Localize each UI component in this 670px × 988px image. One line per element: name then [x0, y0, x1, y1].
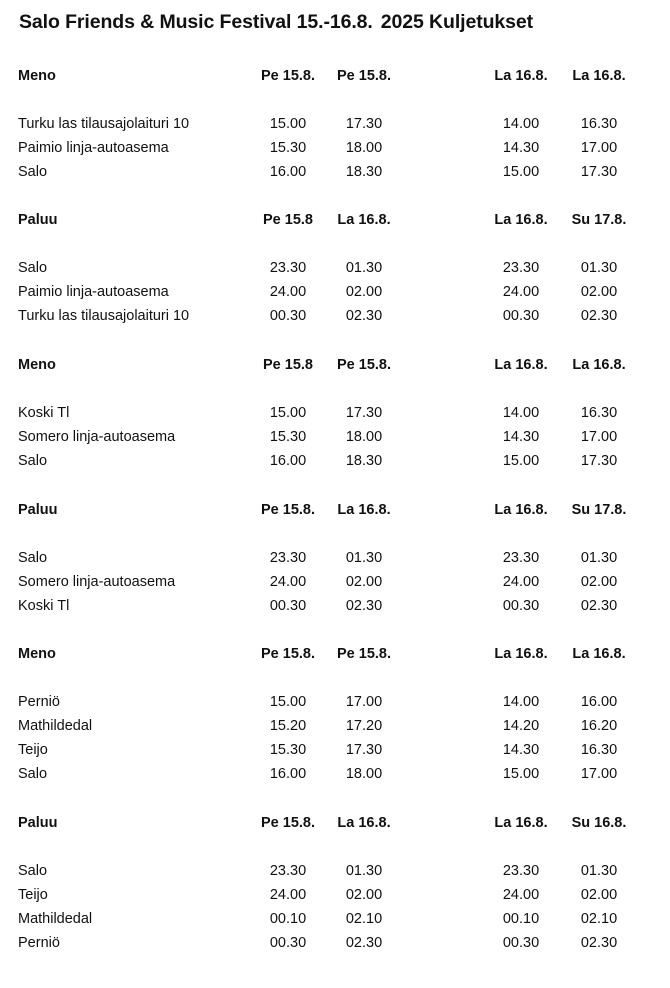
departure-time: 14.30 [502, 429, 540, 445]
departure-time: 15.00 [269, 405, 307, 421]
departure-time: 17.30 [580, 453, 618, 469]
departure-time: 14.00 [502, 116, 540, 132]
stop-row [0, 690, 670, 714]
stop-name: Teijo [18, 742, 48, 758]
departure-time: 18.30 [345, 164, 383, 180]
departure-time: 14.30 [502, 140, 540, 156]
departure-time: 02.00 [345, 574, 383, 590]
stop-name: Somero linja-autoasema [18, 429, 176, 445]
departure-time: 02.00 [345, 284, 383, 300]
departure-time: 15.00 [502, 766, 540, 782]
departure-time: 23.30 [269, 550, 307, 566]
direction-label: Meno [18, 646, 56, 662]
day-header: La 16.8. [572, 646, 626, 662]
stop-row [0, 738, 670, 762]
stop-name: Mathildedal [18, 718, 93, 734]
stop-row [0, 401, 670, 425]
departure-time: 16.00 [269, 164, 307, 180]
departure-time: 15.30 [269, 742, 307, 758]
stop-name: Perniö [18, 694, 60, 710]
departure-time: 00.30 [502, 308, 540, 324]
day-header: Su 17.8. [571, 212, 627, 228]
departure-time: 02.30 [580, 598, 618, 614]
departure-time: 01.30 [345, 260, 383, 276]
stop-name: Salo [18, 766, 48, 782]
departure-time: 24.00 [502, 284, 540, 300]
departure-time: 02.30 [345, 308, 383, 324]
direction-label: Paluu [18, 212, 58, 228]
departure-time: 17.20 [345, 718, 383, 734]
day-header: La 16.8. [337, 212, 391, 228]
stop-row [0, 112, 670, 136]
stop-name: Salo [18, 863, 48, 879]
departure-time: 02.30 [580, 935, 618, 951]
stop-row [0, 449, 670, 473]
day-header: Pe 15.8. [260, 502, 316, 518]
day-header: Pe 15.8 [263, 212, 313, 228]
day-header: Pe 15.8. [336, 357, 392, 373]
departure-time: 14.00 [502, 694, 540, 710]
departure-time: 14.00 [502, 405, 540, 421]
departure-time: 18.00 [345, 429, 383, 445]
stop-row [0, 280, 670, 304]
departure-time: 00.30 [269, 935, 307, 951]
departure-time: 02.10 [580, 911, 618, 927]
departure-time: 00.30 [502, 598, 540, 614]
departure-time: 16.00 [269, 453, 307, 469]
departure-time: 14.30 [502, 742, 540, 758]
stop-row [0, 714, 670, 738]
departure-time: 15.00 [269, 116, 307, 132]
departure-time: 15.00 [502, 453, 540, 469]
departure-time: 24.00 [269, 574, 307, 590]
stop-name: Salo [18, 164, 48, 180]
departure-time: 00.10 [502, 911, 540, 927]
stop-row [0, 425, 670, 449]
stop-row [0, 256, 670, 280]
day-header: La 16.8. [337, 815, 391, 831]
departure-time: 02.30 [580, 308, 618, 324]
page-title [19, 11, 533, 34]
stop-name: Salo [18, 260, 48, 276]
departure-time: 15.30 [269, 140, 307, 156]
departure-time: 01.30 [580, 863, 618, 879]
departure-time: 16.00 [580, 694, 618, 710]
stop-row [0, 907, 670, 931]
day-header: La 16.8. [494, 646, 548, 662]
departure-time: 23.30 [269, 863, 307, 879]
departure-time: 14.20 [502, 718, 540, 734]
departure-time: 23.30 [502, 260, 540, 276]
departure-time: 17.30 [345, 405, 383, 421]
stop-name: Turku las tilausajolaituri 10 [18, 308, 190, 324]
stop-row [0, 859, 670, 883]
day-header: Pe 15.8. [336, 646, 392, 662]
direction-label: Meno [18, 68, 56, 84]
departure-time: 23.30 [502, 550, 540, 566]
departure-time: 17.00 [580, 766, 618, 782]
stop-name: Teijo [18, 887, 48, 903]
departure-time: 18.00 [345, 766, 383, 782]
stop-name: Paimio linja-autoasema [18, 140, 169, 156]
title-main: Salo Friends & Music Festival 15.-16.8. [19, 11, 373, 33]
section-header [0, 811, 670, 835]
day-header: Su 17.8. [571, 502, 627, 518]
departure-time: 23.30 [269, 260, 307, 276]
departure-time: 17.30 [580, 164, 618, 180]
section-header [0, 353, 670, 377]
stop-row [0, 160, 670, 184]
stop-row [0, 883, 670, 907]
stop-name: Salo [18, 550, 48, 566]
departure-time: 00.30 [269, 308, 307, 324]
title-sub: 2025 Kuljetukset [380, 11, 534, 33]
direction-label: Paluu [18, 502, 58, 518]
stop-name: Perniö [18, 935, 60, 951]
departure-time: 02.00 [580, 887, 618, 903]
departure-time: 00.10 [269, 911, 307, 927]
departure-time: 15.00 [502, 164, 540, 180]
departure-time: 16.00 [269, 766, 307, 782]
departure-time: 01.30 [345, 550, 383, 566]
day-header: Pe 15.8. [260, 815, 316, 831]
departure-time: 17.00 [580, 429, 618, 445]
departure-time: 02.10 [345, 911, 383, 927]
day-header: La 16.8. [494, 68, 548, 84]
stop-row [0, 570, 670, 594]
departure-time: 02.30 [345, 598, 383, 614]
section-header [0, 208, 670, 232]
stop-name: Turku las tilausajolaituri 10 [18, 116, 190, 132]
departure-time: 17.00 [345, 694, 383, 710]
departure-time: 24.00 [269, 284, 307, 300]
day-header: La 16.8. [494, 357, 548, 373]
day-header: Su 16.8. [571, 815, 627, 831]
departure-time: 02.00 [580, 284, 618, 300]
stop-row [0, 762, 670, 786]
departure-time: 17.00 [580, 140, 618, 156]
stop-name: Koski Tl [18, 405, 70, 421]
stop-row [0, 304, 670, 328]
direction-label: Paluu [18, 815, 58, 831]
departure-time: 15.00 [269, 694, 307, 710]
direction-label: Meno [18, 357, 56, 373]
departure-time: 02.00 [580, 574, 618, 590]
departure-time: 16.30 [580, 116, 618, 132]
departure-time: 17.30 [345, 742, 383, 758]
departure-time: 15.30 [269, 429, 307, 445]
departure-time: 24.00 [502, 887, 540, 903]
departure-time: 16.30 [580, 405, 618, 421]
stop-name: Salo [18, 453, 48, 469]
departure-time: 01.30 [345, 863, 383, 879]
departure-time: 01.30 [580, 260, 618, 276]
departure-time: 16.30 [580, 742, 618, 758]
day-header: Pe 15.8 [263, 357, 313, 373]
stop-row [0, 594, 670, 618]
departure-time: 01.30 [580, 550, 618, 566]
departure-time: 15.20 [269, 718, 307, 734]
section-header [0, 642, 670, 666]
departure-time: 02.00 [345, 887, 383, 903]
day-header: La 16.8. [494, 502, 548, 518]
section-header [0, 498, 670, 522]
departure-time: 02.30 [345, 935, 383, 951]
departure-time: 24.00 [269, 887, 307, 903]
day-header: La 16.8. [572, 68, 626, 84]
day-header: Pe 15.8. [336, 68, 392, 84]
stop-name: Paimio linja-autoasema [18, 284, 169, 300]
day-header: La 16.8. [494, 815, 548, 831]
departure-time: 00.30 [502, 935, 540, 951]
stop-row [0, 931, 670, 955]
day-header: Pe 15.8. [260, 68, 316, 84]
day-header: La 16.8. [494, 212, 548, 228]
departure-time: 23.30 [502, 863, 540, 879]
day-header: La 16.8. [572, 357, 626, 373]
departure-time: 18.00 [345, 140, 383, 156]
departure-time: 17.30 [345, 116, 383, 132]
departure-time: 18.30 [345, 453, 383, 469]
stop-row [0, 546, 670, 570]
stop-name: Mathildedal [18, 911, 93, 927]
stop-row [0, 136, 670, 160]
day-header: La 16.8. [337, 502, 391, 518]
day-header: Pe 15.8. [260, 646, 316, 662]
departure-time: 16.20 [580, 718, 618, 734]
stop-name: Koski Tl [18, 598, 70, 614]
departure-time: 00.30 [269, 598, 307, 614]
stop-name: Somero linja-autoasema [18, 574, 176, 590]
section-header [0, 64, 670, 88]
departure-time: 24.00 [502, 574, 540, 590]
